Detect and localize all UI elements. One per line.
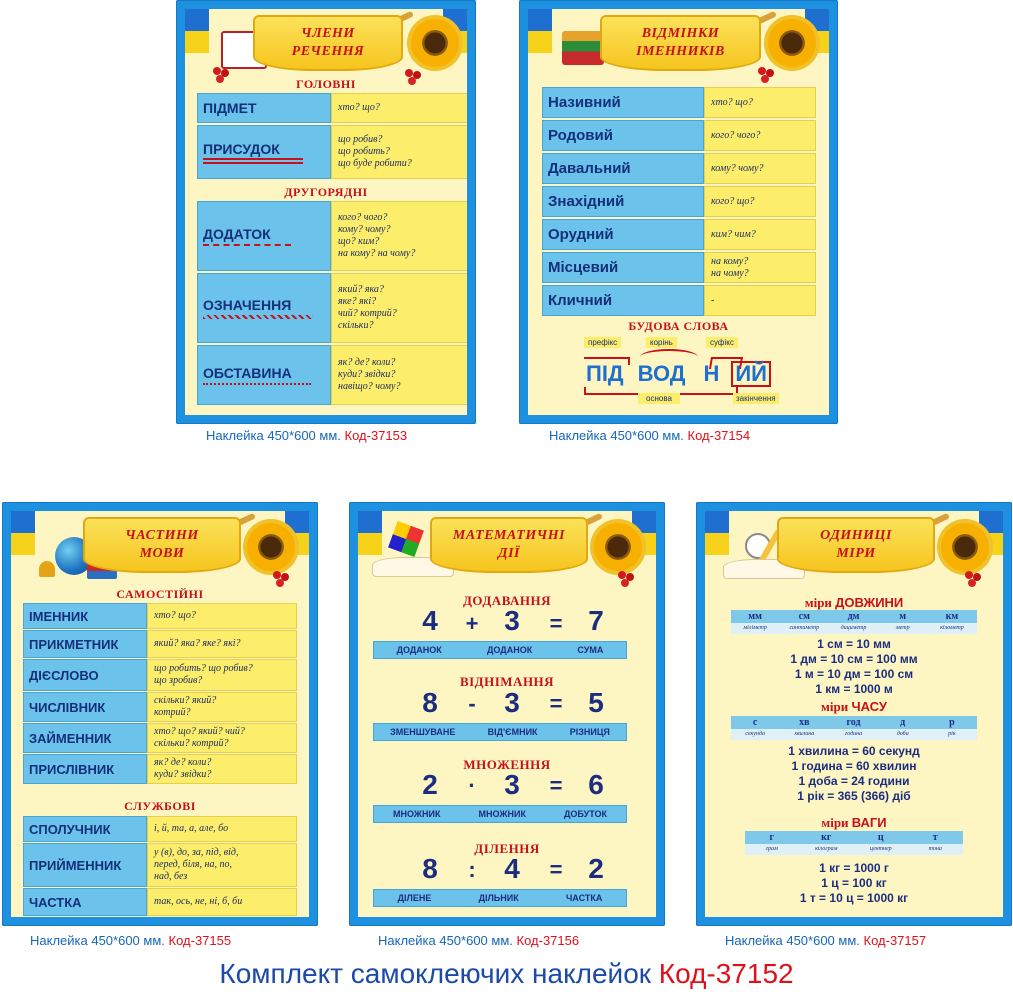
- row-label: ДІЄСЛОВО: [23, 659, 147, 691]
- length-equation: 1 дм = 10 см = 100 мм: [790, 652, 918, 666]
- poster-title-ribbon: [600, 15, 761, 71]
- row-label-text: ОЗНАЧЕННЯ: [203, 297, 292, 313]
- result: 2: [588, 853, 604, 884]
- unit-cell: [879, 716, 928, 740]
- table-row: [197, 201, 467, 271]
- dashed-underline-icon: [203, 244, 291, 246]
- table-row: [23, 723, 297, 753]
- unit-name: дициметр: [829, 623, 879, 634]
- row-value: хто? що?: [147, 603, 297, 629]
- result: 7: [588, 605, 604, 636]
- row-label: Кличний: [542, 285, 704, 316]
- row-label: Давальний: [542, 153, 704, 184]
- operator: -: [468, 691, 476, 716]
- operand-b: 3: [504, 687, 520, 718]
- morpheme-label-root: корінь: [646, 337, 677, 348]
- length-equation: 1 см = 10 мм: [817, 637, 891, 651]
- row-value: що робить? що робив? що зробив?: [147, 659, 297, 691]
- result: 6: [588, 769, 604, 800]
- unit-abbr: см: [780, 610, 830, 623]
- row-value: -: [704, 285, 816, 316]
- row-label: ПРИСЛІВНИК: [23, 754, 147, 784]
- length-title: [705, 595, 1003, 611]
- dash-dot-underline-icon: [203, 383, 311, 385]
- row-label: Називний: [542, 87, 704, 118]
- table-row: [23, 603, 297, 629]
- caption-text: Наклейка 450*600 мм.: [549, 428, 684, 443]
- row-label-text: ПРИСУДОК: [203, 140, 280, 157]
- operation-title: МНОЖЕННЯ: [463, 757, 551, 772]
- sunflower-icon: [590, 519, 646, 575]
- term-label: ДОБУТОК: [563, 809, 607, 819]
- row-label: ПРИЙМЕННИК: [23, 843, 147, 887]
- row-value: так, ось, не, ні, б, би: [147, 888, 297, 916]
- word-structure-title: БУДОВА СЛОВА: [628, 319, 729, 333]
- double-underline-icon: [203, 158, 303, 164]
- row-label-text: ДОДАТОК: [203, 226, 271, 242]
- operand-a: 8: [422, 687, 438, 718]
- row-value: і, й, та, а, але, бо: [147, 816, 297, 842]
- table-row: [197, 125, 467, 179]
- poster-title-line1: ВІДМІНКИ: [641, 26, 720, 41]
- row-label: Родовий: [542, 120, 704, 151]
- set-title-code: Код-37152: [658, 958, 794, 989]
- poster-title-line1: ЧЛЕНИ: [301, 26, 355, 41]
- set-title-text: Комплект самоклеючих наклейок: [219, 958, 652, 989]
- table-row: [542, 186, 816, 217]
- term-label: ДІЛЕНЕ: [397, 893, 432, 903]
- row-value: хто? що?: [331, 93, 467, 123]
- section-title-main: САМОСТІЙНІ: [116, 587, 204, 601]
- poster-math-operations: [349, 502, 665, 926]
- poster-header: [358, 511, 656, 581]
- table-row: [23, 659, 297, 691]
- term-label: ЧАСТКА: [565, 893, 603, 903]
- unit-abbr: хв: [780, 716, 830, 729]
- poster-title-line2: РЕЧЕННЯ: [291, 44, 365, 59]
- operation-title: ДІЛЕННЯ: [474, 841, 540, 856]
- unit-abbr: кг: [799, 831, 855, 844]
- unit-cell: [800, 831, 855, 855]
- unit-abbr: год: [829, 716, 879, 729]
- word-root: ВОД: [637, 361, 686, 386]
- caption-code: Код-37156: [516, 933, 580, 948]
- term-label: ДОДАНОК: [487, 645, 533, 655]
- term-label: РІЗНИЦЯ: [569, 727, 610, 737]
- unit-cell: [829, 610, 878, 634]
- unit-name: сантиметр: [780, 623, 830, 634]
- table-row: [542, 153, 816, 184]
- section-title-main: ГОЛОВНІ: [296, 77, 356, 91]
- operation-terms-bar: [373, 641, 627, 659]
- unit-name: центнер: [854, 844, 910, 855]
- caption-code: Код-37154: [687, 428, 751, 443]
- poster-caption: [725, 933, 926, 948]
- poster-parts-of-speech: [2, 502, 318, 926]
- time-equation: 1 рік = 365 (366) діб: [797, 789, 911, 803]
- operation-terms-bar: [373, 889, 627, 907]
- morpheme-label-suffix: суфікс: [706, 337, 738, 348]
- row-value: кого? чого?: [704, 120, 816, 151]
- sunflower-icon: [764, 15, 820, 71]
- parts-table-service: [23, 816, 297, 916]
- term-label: МНОЖНИК: [478, 809, 526, 819]
- length-title-main: ДОВЖИНИ: [835, 595, 904, 610]
- operand-b: 3: [504, 605, 520, 636]
- table-row: [542, 120, 816, 151]
- section-title-secondary: ДРУГОРЯДНІ: [284, 185, 368, 199]
- table-row: [542, 87, 816, 118]
- table-row: [542, 285, 816, 316]
- length-equation: 1 м = 10 дм = 100 см: [794, 667, 914, 681]
- flag-left-icon: [185, 9, 209, 53]
- poster-caption: [378, 933, 579, 948]
- weight-title-main: ВАГИ: [851, 815, 887, 830]
- time-units-table: [731, 716, 977, 740]
- row-label: [197, 125, 331, 179]
- weight-equation: 1 кг = 1000 г: [819, 861, 889, 875]
- row-label: [197, 273, 331, 343]
- caption-text: Наклейка 450*600 мм.: [206, 428, 341, 443]
- equals-sign: =: [549, 857, 563, 882]
- table-row: [542, 219, 816, 250]
- row-label: ЗАЙМЕННИК: [23, 723, 147, 753]
- table-row: [23, 754, 297, 784]
- row-label: ІМЕННИК: [23, 603, 147, 629]
- berries-icon: [213, 67, 221, 75]
- time-equation: 1 година = 60 хвилин: [791, 759, 917, 773]
- operator: ·: [468, 773, 476, 798]
- unit-name: доба: [878, 729, 928, 740]
- unit-cell: [909, 831, 964, 855]
- table-row: [197, 345, 467, 405]
- caption-text: Наклейка 450*600 мм.: [30, 933, 165, 948]
- morpheme-label-prefix: префікс: [584, 337, 621, 348]
- time-title-main: ЧАСУ: [851, 699, 887, 714]
- unit-cell: [745, 831, 800, 855]
- row-label: [197, 201, 331, 271]
- poster-caption: [206, 428, 407, 443]
- poster-title-ribbon: [83, 517, 242, 573]
- table-row: [23, 816, 297, 842]
- row-value: який? яка? яке? які?: [147, 630, 297, 658]
- unit-name: секунда: [731, 729, 781, 740]
- sunflower-icon: [407, 15, 463, 71]
- poster-sentence-parts: [176, 0, 476, 424]
- equals-sign: =: [549, 773, 563, 798]
- unit-abbr: г: [745, 831, 801, 844]
- sunflower-icon: [937, 519, 993, 575]
- unit-cell: [928, 610, 977, 634]
- table-row: [23, 888, 297, 916]
- cases-table: [542, 87, 816, 316]
- poster-units-of-measure: [696, 502, 1012, 926]
- unit-abbr: с: [731, 716, 781, 729]
- word-ending: ИЙ: [731, 361, 771, 387]
- poster-title-line1: ЧАСТИНИ: [125, 528, 199, 543]
- unit-abbr: дм: [829, 610, 879, 623]
- row-value: кому? чому?: [704, 153, 816, 184]
- row-label: Орудний: [542, 219, 704, 250]
- word-prefix: ПІД: [586, 361, 624, 386]
- weight-title: [705, 815, 1003, 831]
- unit-cell: [854, 831, 909, 855]
- term-label: ВІД'ЄМНИК: [487, 727, 538, 737]
- unit-name: кілометр: [927, 623, 977, 634]
- poster-body: [705, 511, 1003, 917]
- wavy-underline-icon: [203, 315, 313, 319]
- row-label: СПОЛУЧНИК: [23, 816, 147, 842]
- time-equation: 1 доба = 24 години: [798, 774, 910, 788]
- operation-title: ВІДНІМАННЯ: [459, 674, 555, 689]
- term-label: СУМА: [577, 645, 604, 655]
- poster-body: [185, 9, 467, 415]
- row-value: кого? чого? кому? чому? що? ким? на кому? на чому?: [331, 201, 467, 271]
- row-label: ПІДМЕТ: [197, 93, 331, 123]
- row-label-text: ОБСТАВИНА: [203, 365, 292, 381]
- unit-cell: [731, 716, 780, 740]
- row-label: ЧАСТКА: [23, 888, 147, 916]
- caption-code: Код-37155: [168, 933, 232, 948]
- poster-body: [358, 511, 656, 917]
- caption-code: Код-37153: [344, 428, 408, 443]
- unit-name: кілограм: [799, 844, 855, 855]
- time-title-pre: міри: [821, 699, 849, 714]
- unit-abbr: ц: [854, 831, 910, 844]
- unit-name: грам: [745, 844, 801, 855]
- caption-text: Наклейка 450*600 мм.: [378, 933, 513, 948]
- table-row: [197, 273, 467, 343]
- unit-cell: [829, 716, 878, 740]
- berries-icon: [965, 571, 973, 579]
- operand-a: 2: [422, 769, 438, 800]
- time-equation: 1 хвилина = 60 секунд: [788, 744, 920, 758]
- caption-code: Код-37157: [863, 933, 927, 948]
- table-row: [23, 630, 297, 658]
- row-value: на кому? на чому?: [704, 252, 816, 283]
- poster-title-line1: МАТЕМАТИЧНІ: [452, 528, 566, 543]
- poster-header: [705, 511, 1003, 581]
- length-title-pre: міри: [804, 595, 832, 610]
- unit-name: тона: [908, 844, 964, 855]
- word-suffix: Н: [703, 361, 720, 386]
- poster-title-line2: ІМЕННИКІВ: [636, 44, 725, 59]
- row-label: ЧИСЛІВНИК: [23, 692, 147, 722]
- unit-abbr: д: [878, 716, 928, 729]
- rubiks-cube-icon: [388, 521, 424, 557]
- berries-icon: [405, 69, 413, 77]
- bell-icon: [39, 561, 55, 577]
- operand-a: 4: [422, 605, 438, 636]
- length-units-table: [731, 610, 977, 634]
- operation-terms-bar: [373, 805, 627, 823]
- unit-cell: [928, 716, 977, 740]
- row-value: як? де? коли? куди? звідки? навіщо? чому?: [331, 345, 467, 405]
- term-label: ДІЛЬНИК: [478, 893, 519, 903]
- unit-name: метр: [878, 623, 928, 634]
- unit-cell: [780, 610, 829, 634]
- unit-abbr: т: [908, 831, 964, 844]
- term-label: МНОЖНИК: [393, 809, 441, 819]
- row-value: що робив? що робить? що буде робити?: [331, 125, 467, 179]
- row-label: Знахідний: [542, 186, 704, 217]
- poster-title-line2: МОВИ: [139, 546, 185, 561]
- table-row: [542, 252, 816, 283]
- berries-icon: [273, 571, 281, 579]
- operand-a: 8: [422, 853, 438, 884]
- row-label: ПРИКМЕТНИК: [23, 630, 147, 658]
- poster-header: [528, 9, 829, 79]
- operation-title: ДОДАВАННЯ: [462, 593, 552, 608]
- operator: :: [468, 857, 476, 882]
- row-value: скільки? який? котрий?: [147, 692, 297, 722]
- table-row: [23, 843, 297, 887]
- row-label: [197, 345, 331, 405]
- weight-equation: 1 ц = 100 кг: [821, 876, 887, 890]
- flag-left-icon: [358, 511, 382, 555]
- caption-text: Наклейка 450*600 мм.: [725, 933, 860, 948]
- result: 5: [588, 687, 604, 718]
- poster-title-ribbon: [253, 15, 404, 71]
- table-row: [197, 93, 467, 123]
- unit-name: міліметр: [731, 623, 781, 634]
- term-label: ДОДАНОК: [396, 645, 442, 655]
- word-example: [586, 361, 771, 387]
- poster-noun-cases: [519, 0, 838, 424]
- poster-title-line2: ДІЇ: [498, 546, 520, 561]
- berries-icon: [618, 571, 626, 579]
- row-value: кого? що?: [704, 186, 816, 217]
- morpheme-label-ending: закінчення: [733, 393, 779, 404]
- poster-title-line1: ОДИНИЦІ: [820, 528, 892, 543]
- row-value: який? яка? яке? які? чий? котрий? скільки?: [331, 273, 467, 343]
- unit-name: рік: [927, 729, 977, 740]
- books-stack-icon: [562, 31, 604, 65]
- poster-body: [11, 511, 309, 917]
- poster-title-ribbon: [430, 517, 589, 573]
- operator: +: [465, 611, 479, 636]
- morpheme-label-base: основа: [638, 393, 680, 404]
- unit-abbr: мм: [731, 610, 781, 623]
- row-value: хто? що?: [704, 87, 816, 118]
- unit-name: година: [829, 729, 879, 740]
- section-title-secondary: СЛУЖБОВІ: [124, 799, 196, 813]
- row-label: Місцевий: [542, 252, 704, 283]
- weight-units-table: [745, 831, 963, 855]
- set-title: [0, 958, 1013, 990]
- length-equation: 1 км = 1000 м: [815, 682, 893, 696]
- poster-caption: [30, 933, 231, 948]
- weight-equation: 1 т = 10 ц = 1000 кг: [799, 891, 909, 905]
- poster-caption: [549, 428, 750, 443]
- term-label: ЗМЕНШУВАНЕ: [390, 727, 456, 737]
- unit-abbr: км: [927, 610, 977, 623]
- unit-name: хвилина: [780, 729, 830, 740]
- poster-title-line2: МІРИ: [836, 546, 876, 561]
- berries-icon: [758, 67, 766, 75]
- unit-cell: [731, 610, 780, 634]
- poster-header: [11, 511, 309, 581]
- equals-sign: =: [549, 691, 563, 716]
- flag-left-icon: [705, 511, 729, 555]
- poster-title-ribbon: [777, 517, 936, 573]
- operand-b: 3: [504, 769, 520, 800]
- time-title: [705, 699, 1003, 715]
- table-row: [23, 692, 297, 722]
- weight-title-pre: міри: [821, 815, 849, 830]
- unit-cell: [879, 610, 928, 634]
- flag-left-icon: [528, 9, 552, 53]
- equals-sign: =: [549, 611, 563, 636]
- flag-left-icon: [11, 511, 35, 555]
- poster-body: [528, 9, 829, 415]
- operand-b: 4: [504, 853, 520, 884]
- poster-header: [185, 9, 467, 79]
- row-value: хто? що? який? чий? скільки? котрий?: [147, 723, 297, 753]
- operation-terms-bar: [373, 723, 627, 741]
- row-value: у (в), до, за, під, від, перед, біля, на, по, над, без: [147, 843, 297, 887]
- parts-table-main: [23, 603, 297, 784]
- sunflower-icon: [243, 519, 299, 575]
- unit-cell: [780, 716, 829, 740]
- row-value: ким? чим?: [704, 219, 816, 250]
- unit-abbr: р: [927, 716, 977, 729]
- row-value: як? де? коли? куди? звідки?: [147, 754, 297, 784]
- unit-abbr: м: [878, 610, 928, 623]
